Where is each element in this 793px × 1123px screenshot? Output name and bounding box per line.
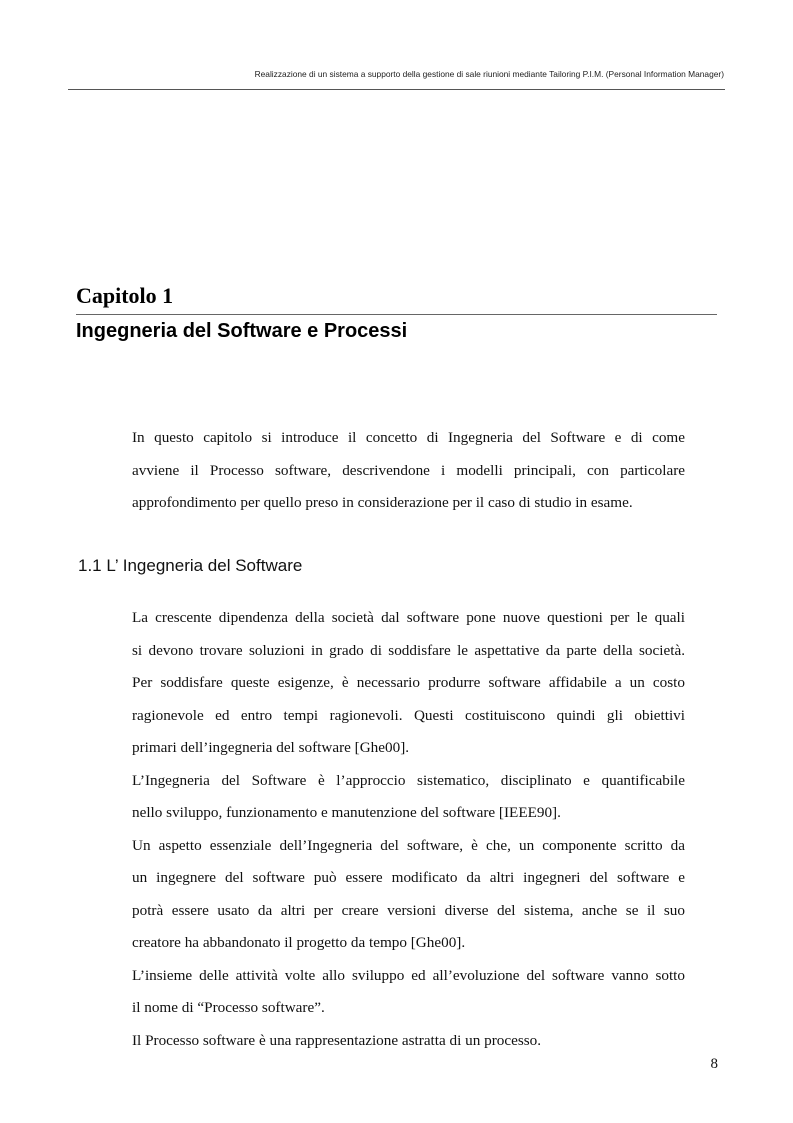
- body-line: L’Ingegneria del Software è l’approccio sistematico, disciplinato e quantificabile: [132, 771, 685, 789]
- body-line: si devono trovare soluzioni in grado di soddisfare le aspettative da parte della società.: [132, 641, 685, 659]
- chapter-divider: [76, 314, 717, 315]
- body-line: ragionevole ed entro tempi ragionevoli. Questi costituiscono quindi gli obiettivi: [132, 706, 685, 724]
- body-line: Un aspetto essenziale dell’Ingegneria del software, è che, un componente scritto da: [132, 836, 685, 854]
- intro-line: In questo capitolo si introduce il concetto di Ingegneria del Software e di come: [132, 429, 685, 446]
- chapter-title: Ingegneria del Software e Processi: [76, 320, 408, 342]
- section-body: [132, 602, 685, 1057]
- body-line: La crescente dipendenza della società dal software pone nuove questioni per le quali: [132, 609, 685, 626]
- body-line: creatore ha abbandonato il progetto da tempo [Ghe00].: [132, 934, 466, 951]
- page-number: 8: [710, 1056, 718, 1072]
- body-line: L’insieme delle attività volte allo sviluppo ed all’evoluzione del software vanno sotto: [132, 966, 685, 984]
- intro-line: approfondimento per quello preso in considerazione per il caso di studio in esame.: [132, 494, 633, 511]
- body-line: potrà essere usato da altri per creare versioni diverse del sistema, anche se il suo: [132, 901, 685, 919]
- header-divider: [68, 89, 725, 90]
- body-line: nello sviluppo, funzionamento e manutenzione del software [IEEE90].: [132, 804, 561, 821]
- body-line: il nome di “Processo software”.: [132, 999, 325, 1016]
- body-line: un ingegnere del software può essere modificato da altri ingegneri del software e: [132, 869, 685, 886]
- body-line: Il Processo software è una rappresentazione astratta di un processo.: [132, 1031, 542, 1049]
- body-line: Per soddisfare queste esigenze, è necessario produrre software affidabile a un costo: [132, 674, 685, 691]
- body-line: primari dell’ingegneria del software [Ghe00].: [132, 739, 410, 756]
- intro-line: avviene il Processo software, descrivendone i modelli principali, con particolare: [132, 461, 685, 479]
- section-heading: 1.1 L’ Ingegneria del Software: [78, 556, 303, 575]
- chapter-label: Capitolo 1: [76, 283, 174, 308]
- intro-paragraph: [132, 422, 685, 520]
- running-header: Realizzazione di un sistema a supporto della gestione di sale riunioni mediante Tailoring P.I.M. (Personal Information Manager): [254, 69, 724, 79]
